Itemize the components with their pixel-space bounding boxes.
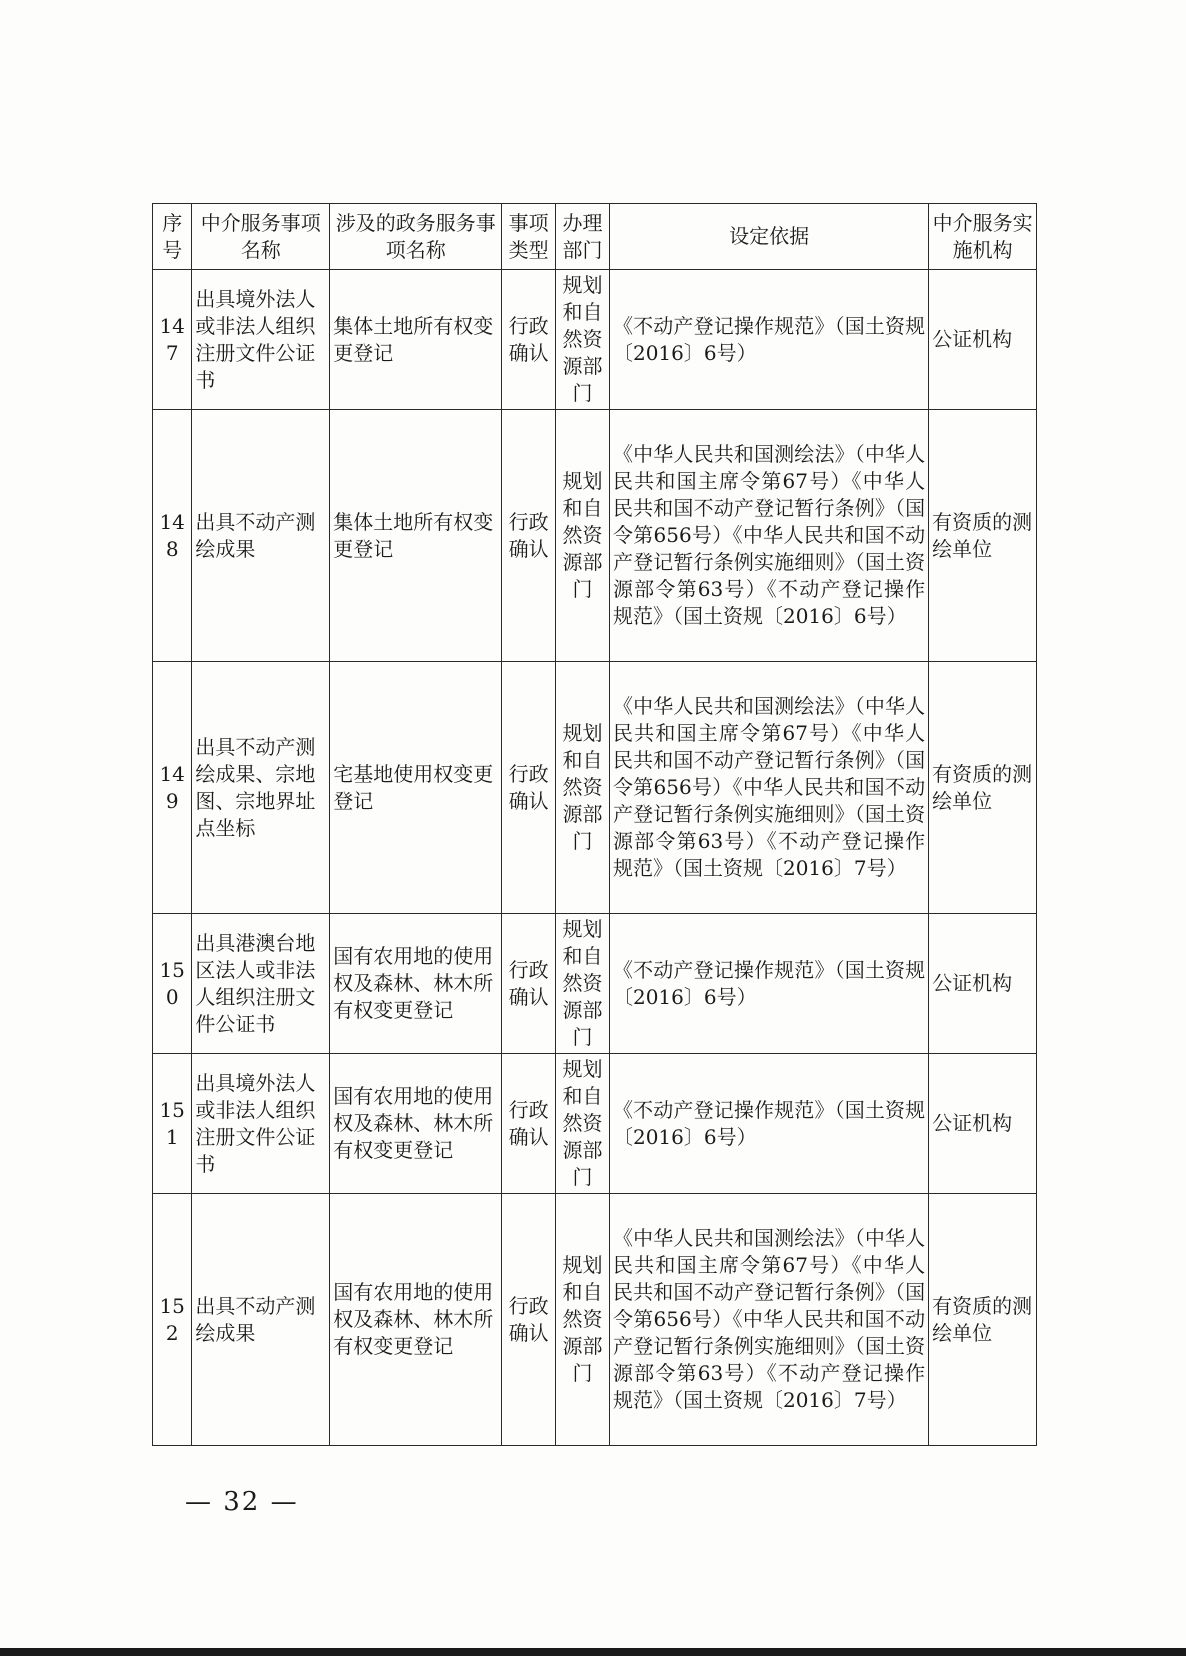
service-name: 出具不动产测绘成果、宗地图、宗地界址点坐标 [192,662,330,914]
legal-basis: 《不动产登记操作规范》（国土资规〔2016〕6号） [609,1054,928,1194]
legal-basis: 《中华人民共和国测绘法》（中华人民共和国主席令第67号）《中华人民共和国不动产登记暂行条例》（国令第656号）《中华人民共和国不动产登记暂行条例实施细则》（国土资源部令第63号）《不动产登记操作规范》（国土资规〔2016〕7号） [609,1194,928,1446]
scan-edge-bar [0,1648,1186,1656]
service-name: 出具境外法人或非法人组织注册文件公证书 [192,1054,330,1194]
department: 规划和自然资源部门 [556,1194,610,1446]
department: 规划和自然资源部门 [556,914,610,1054]
item-type: 行政确认 [502,914,556,1054]
table-row [153,1194,1037,1446]
header-item-type: 事项类型 [502,204,556,270]
related-item: 宅基地使用权变更登记 [330,662,502,914]
row-number: 147 [153,270,192,410]
service-name: 出具不动产测绘成果 [192,410,330,662]
department: 规划和自然资源部门 [556,1054,610,1194]
related-item: 集体土地所有权变更登记 [330,410,502,662]
header-related-item: 涉及的政务服务事项名称 [330,204,502,270]
table-row [153,1054,1037,1194]
department: 规划和自然资源部门 [556,270,610,410]
header-institution: 中介服务实施机构 [929,204,1037,270]
related-item: 国有农用地的使用权及森林、林木所有权变更登记 [330,1054,502,1194]
table-row [153,914,1037,1054]
item-type: 行政确认 [502,410,556,662]
related-item: 集体土地所有权变更登记 [330,270,502,410]
page-number: — 32 — [185,1487,299,1517]
item-type: 行政确认 [502,662,556,914]
legal-basis: 《中华人民共和国测绘法》（中华人民共和国主席令第67号）《中华人民共和国不动产登记暂行条例》（国令第656号）《中华人民共和国不动产登记暂行条例实施细则》（国土资源部令第63号）《不动产登记操作规范》（国土资规〔2016〕7号） [609,662,928,914]
related-item: 国有农用地的使用权及森林、林木所有权变更登记 [330,914,502,1054]
row-number: 148 [153,410,192,662]
institution: 有资质的测绘单位 [929,410,1037,662]
institution: 有资质的测绘单位 [929,662,1037,914]
header-basis: 设定依据 [609,204,928,270]
table-row [153,410,1037,662]
table-row [153,270,1037,410]
institution: 有资质的测绘单位 [929,1194,1037,1446]
table-header-row [153,204,1037,270]
row-number: 151 [153,1054,192,1194]
institution: 公证机构 [929,1054,1037,1194]
department: 规划和自然资源部门 [556,662,610,914]
service-name: 出具港澳台地区法人或非法人组织注册文件公证书 [192,914,330,1054]
legal-basis: 《不动产登记操作规范》（国土资规〔2016〕6号） [609,270,928,410]
header-no: 序号 [153,204,192,270]
related-item: 国有农用地的使用权及森林、林木所有权变更登记 [330,1194,502,1446]
item-type: 行政确认 [502,270,556,410]
table-row [153,662,1037,914]
department: 规划和自然资源部门 [556,410,610,662]
row-number: 149 [153,662,192,914]
institution: 公证机构 [929,270,1037,410]
header-service-name: 中介服务事项名称 [192,204,330,270]
service-name: 出具不动产测绘成果 [192,1194,330,1446]
row-number: 152 [153,1194,192,1446]
items-table [152,203,1037,1446]
item-type: 行政确认 [502,1194,556,1446]
legal-basis: 《不动产登记操作规范》（国土资规〔2016〕6号） [609,914,928,1054]
legal-basis: 《中华人民共和国测绘法》（中华人民共和国主席令第67号）《中华人民共和国不动产登记暂行条例》（国令第656号）《中华人民共和国不动产登记暂行条例实施细则》（国土资源部令第63号）《不动产登记操作规范》（国土资规〔2016〕6号） [609,410,928,662]
institution: 公证机构 [929,914,1037,1054]
header-department: 办理部门 [556,204,610,270]
item-type: 行政确认 [502,1054,556,1194]
service-name: 出具境外法人或非法人组织注册文件公证书 [192,270,330,410]
row-number: 150 [153,914,192,1054]
